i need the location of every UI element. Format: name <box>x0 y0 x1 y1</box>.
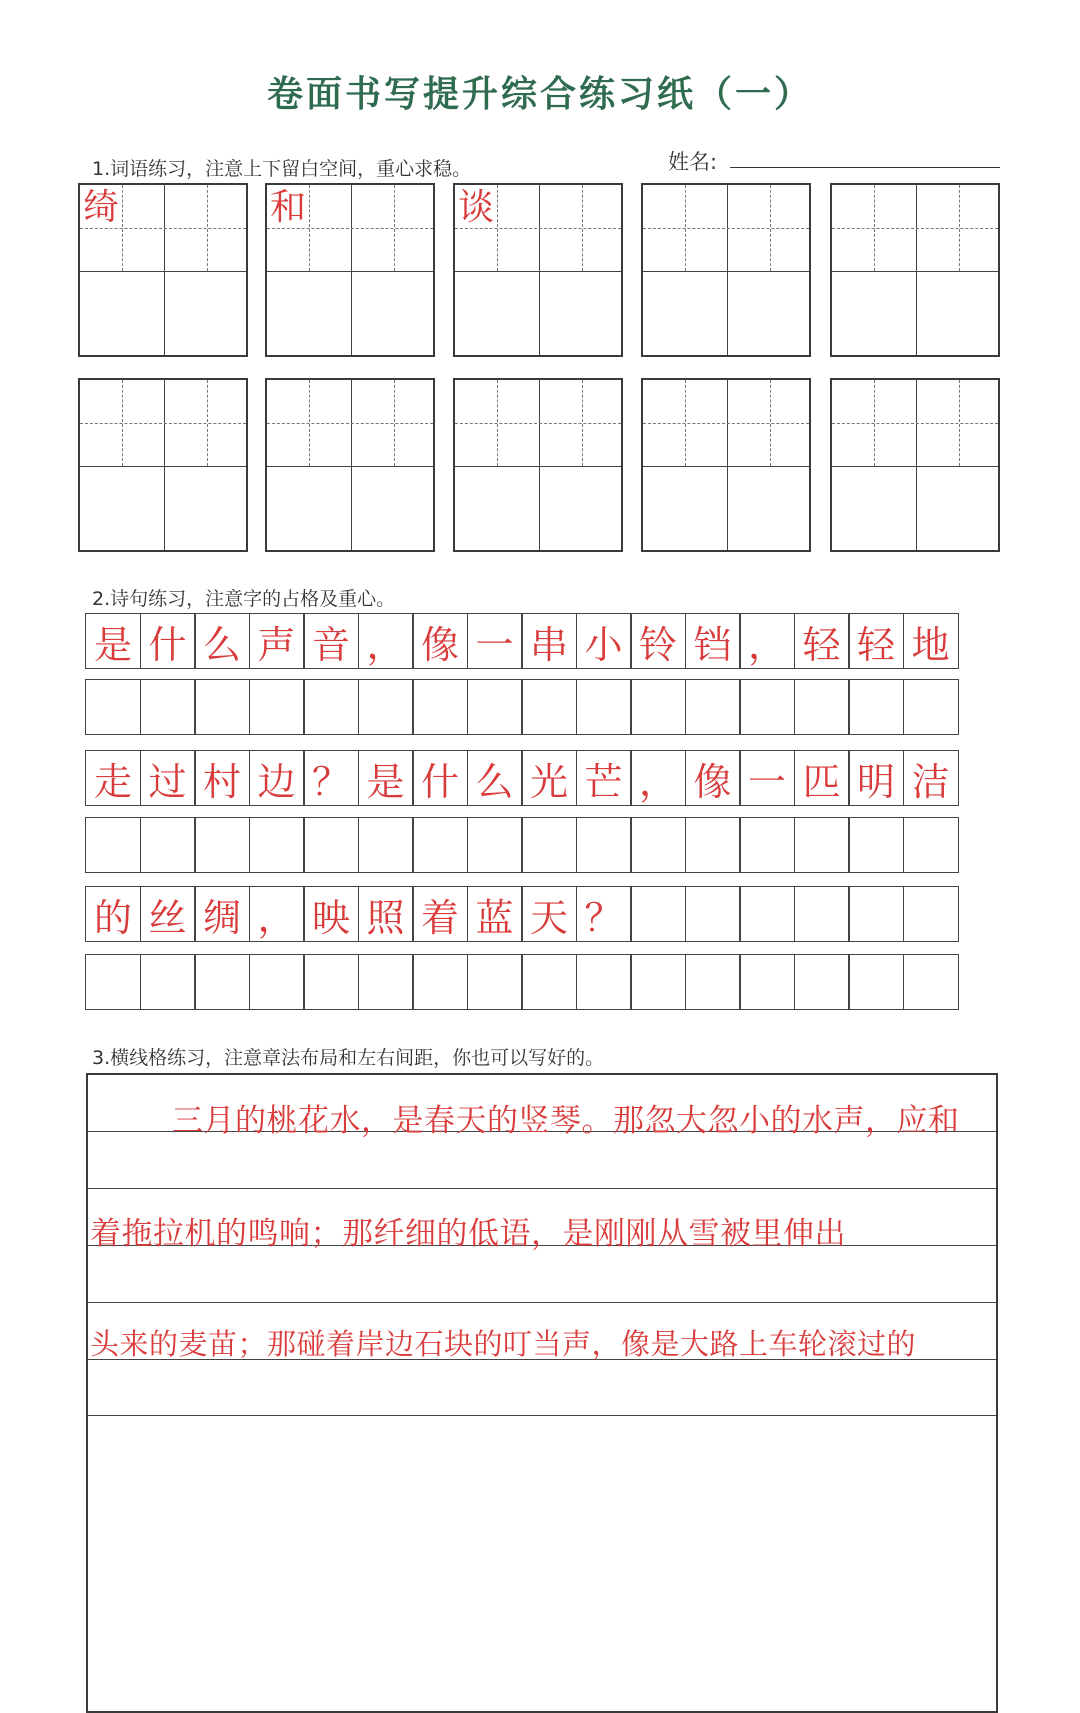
grid-cell[interactable] <box>358 679 414 735</box>
grid-cell[interactable] <box>739 886 795 942</box>
grid-cell[interactable] <box>467 679 523 735</box>
grid-cell[interactable]: 一 <box>467 613 523 669</box>
grid-cell[interactable]: 串 <box>521 613 577 669</box>
grid-cell[interactable] <box>85 954 141 1010</box>
grid-cell[interactable] <box>903 679 959 735</box>
grid-cell[interactable]: 天 <box>521 886 577 942</box>
poem-sample-row <box>85 613 957 669</box>
grid-cell[interactable] <box>303 817 359 873</box>
grid-cell[interactable]: 声 <box>249 613 305 669</box>
grid-cell[interactable]: 的 <box>85 886 141 942</box>
grid-cell[interactable] <box>358 954 414 1010</box>
word-box-char <box>267 382 309 424</box>
grid-cell[interactable] <box>576 679 632 735</box>
word-box-char <box>643 382 685 424</box>
grid-cell[interactable]: 什 <box>140 613 196 669</box>
grid-cell[interactable] <box>521 954 577 1010</box>
grid-cell[interactable]: ， <box>249 886 305 942</box>
grid-cell[interactable] <box>685 886 741 942</box>
grid-cell[interactable]: 蓝 <box>467 886 523 942</box>
word-practice-box[interactable] <box>641 183 811 357</box>
grid-cell[interactable]: 么 <box>467 750 523 806</box>
grid-cell[interactable] <box>794 954 850 1010</box>
word-practice-box[interactable] <box>265 183 435 357</box>
word-practice-box[interactable] <box>78 183 248 357</box>
grid-cell[interactable] <box>194 954 250 1010</box>
poem-sample-row <box>85 750 957 806</box>
grid-cell[interactable] <box>685 954 741 1010</box>
word-box-char <box>455 382 497 424</box>
grid-cell[interactable]: 么 <box>194 613 250 669</box>
grid-cell[interactable]: 铛 <box>685 613 741 669</box>
grid-cell[interactable] <box>848 954 904 1010</box>
word-box-char <box>832 187 874 229</box>
grid-cell[interactable] <box>630 817 686 873</box>
word-box-char: 绮 <box>82 187 119 228</box>
word-box-char: 和 <box>269 187 306 228</box>
grid-cell[interactable] <box>412 817 468 873</box>
word-practice-box[interactable] <box>265 378 435 552</box>
grid-cell[interactable] <box>848 886 904 942</box>
grid-cell[interactable] <box>85 679 141 735</box>
grid-cell[interactable]: 是 <box>85 613 141 669</box>
grid-cell[interactable]: 音 <box>303 613 359 669</box>
grid-cell[interactable]: 像 <box>685 750 741 806</box>
grid-cell[interactable] <box>576 817 632 873</box>
grid-cell[interactable] <box>794 886 850 942</box>
grid-cell[interactable]: 轻 <box>794 613 850 669</box>
grid-cell[interactable]: ？ <box>576 886 632 942</box>
grid-cell[interactable]: 轻 <box>848 613 904 669</box>
word-box-char <box>80 382 122 424</box>
grid-cell[interactable] <box>903 886 959 942</box>
rule-line <box>88 1415 996 1416</box>
word-box-char <box>832 382 874 424</box>
name-label: 姓名: <box>668 150 718 174</box>
handwriting-line-3: 头来的麦苗；那碰着岸边石块的叮当声，像是大路上车轮滚过的 <box>90 1327 917 1361</box>
grid-cell[interactable]: 走 <box>85 750 141 806</box>
page-title: 卷面书写提升综合练习纸（一） <box>266 73 813 115</box>
grid-cell[interactable]: 照 <box>358 886 414 942</box>
grid-cell[interactable] <box>739 817 795 873</box>
grid-cell[interactable]: 小 <box>576 613 632 669</box>
handwriting-line-2: 着拖拉机的鸣响；那纤细的低语，是刚刚从雪被里伸出 <box>90 1216 846 1252</box>
grid-cell[interactable] <box>521 679 577 735</box>
grid-cell[interactable] <box>685 679 741 735</box>
grid-cell[interactable] <box>903 817 959 873</box>
grid-cell[interactable] <box>467 817 523 873</box>
word-practice-box[interactable] <box>453 183 623 357</box>
grid-cell[interactable] <box>521 817 577 873</box>
word-box-char: 谈 <box>457 187 494 228</box>
grid-cell[interactable] <box>630 679 686 735</box>
grid-cell[interactable] <box>249 954 305 1010</box>
grid-cell[interactable]: 是 <box>358 750 414 806</box>
section3-label: 3.横线格练习，注意章法布局和左右间距，你也可以写好的。 <box>92 1047 605 1069</box>
grid-cell[interactable]: 映 <box>303 886 359 942</box>
grid-cell[interactable]: 着 <box>412 886 468 942</box>
grid-cell[interactable] <box>140 679 196 735</box>
grid-cell[interactable] <box>140 954 196 1010</box>
grid-cell[interactable] <box>630 954 686 1010</box>
grid-cell[interactable] <box>140 817 196 873</box>
grid-cell[interactable] <box>848 817 904 873</box>
grid-cell[interactable] <box>85 817 141 873</box>
grid-cell[interactable]: 地 <box>903 613 959 669</box>
grid-cell[interactable]: 村 <box>194 750 250 806</box>
grid-cell[interactable] <box>303 954 359 1010</box>
rule-line <box>88 1188 996 1189</box>
word-practice-box[interactable] <box>78 378 248 552</box>
grid-cell[interactable]: 匹 <box>794 750 850 806</box>
grid-cell[interactable]: ， <box>739 613 795 669</box>
grid-cell[interactable]: 像 <box>412 613 468 669</box>
grid-cell[interactable]: ， <box>630 750 686 806</box>
grid-cell[interactable] <box>685 817 741 873</box>
grid-cell[interactable] <box>467 954 523 1010</box>
grid-cell[interactable] <box>739 679 795 735</box>
grid-cell[interactable]: ， <box>358 613 414 669</box>
name-underline[interactable] <box>730 167 1000 168</box>
grid-cell[interactable]: 边 <box>249 750 305 806</box>
handwriting-line-1: 三月的桃花水，是春天的竖琴。那忽大忽小的水声，应和 <box>172 1103 960 1139</box>
grid-cell[interactable] <box>249 679 305 735</box>
grid-cell[interactable]: 丝 <box>140 886 196 942</box>
section1-label: 1.词语练习，注意上下留白空间，重心求稳。 <box>92 158 472 180</box>
grid-cell[interactable] <box>412 679 468 735</box>
grid-cell[interactable] <box>194 817 250 873</box>
poem-sample-row <box>85 886 957 942</box>
grid-cell[interactable]: 铃 <box>630 613 686 669</box>
grid-cell[interactable]: ？ <box>303 750 359 806</box>
grid-cell[interactable]: 明 <box>848 750 904 806</box>
poem-practice-row <box>85 679 957 735</box>
grid-cell[interactable] <box>848 679 904 735</box>
grid-cell[interactable] <box>794 679 850 735</box>
poem-practice-row <box>85 817 957 873</box>
grid-cell[interactable] <box>249 817 305 873</box>
grid-cell[interactable] <box>194 679 250 735</box>
grid-cell[interactable] <box>576 954 632 1010</box>
grid-cell[interactable] <box>412 954 468 1010</box>
poem-practice-row <box>85 954 957 1010</box>
name-field[interactable] <box>668 146 1000 172</box>
word-practice-box[interactable] <box>830 378 1000 552</box>
grid-cell[interactable]: 洁 <box>903 750 959 806</box>
lined-writing-area[interactable] <box>86 1073 998 1713</box>
word-practice-box[interactable] <box>641 378 811 552</box>
word-box-char <box>643 187 685 229</box>
grid-cell[interactable]: 芒 <box>576 750 632 806</box>
grid-cell[interactable] <box>739 954 795 1010</box>
grid-cell[interactable]: 绸 <box>194 886 250 942</box>
grid-cell[interactable]: 什 <box>412 750 468 806</box>
grid-cell[interactable]: 一 <box>739 750 795 806</box>
grid-cell[interactable]: 光 <box>521 750 577 806</box>
grid-cell[interactable] <box>303 679 359 735</box>
grid-cell[interactable] <box>358 817 414 873</box>
rule-line <box>88 1302 996 1303</box>
grid-cell[interactable]: 过 <box>140 750 196 806</box>
grid-cell[interactable] <box>794 817 850 873</box>
grid-cell[interactable] <box>630 886 686 942</box>
section2-label: 2.诗句练习，注意字的占格及重心。 <box>92 588 396 610</box>
word-practice-box[interactable] <box>453 378 623 552</box>
grid-cell[interactable] <box>903 954 959 1010</box>
word-practice-box[interactable] <box>830 183 1000 357</box>
